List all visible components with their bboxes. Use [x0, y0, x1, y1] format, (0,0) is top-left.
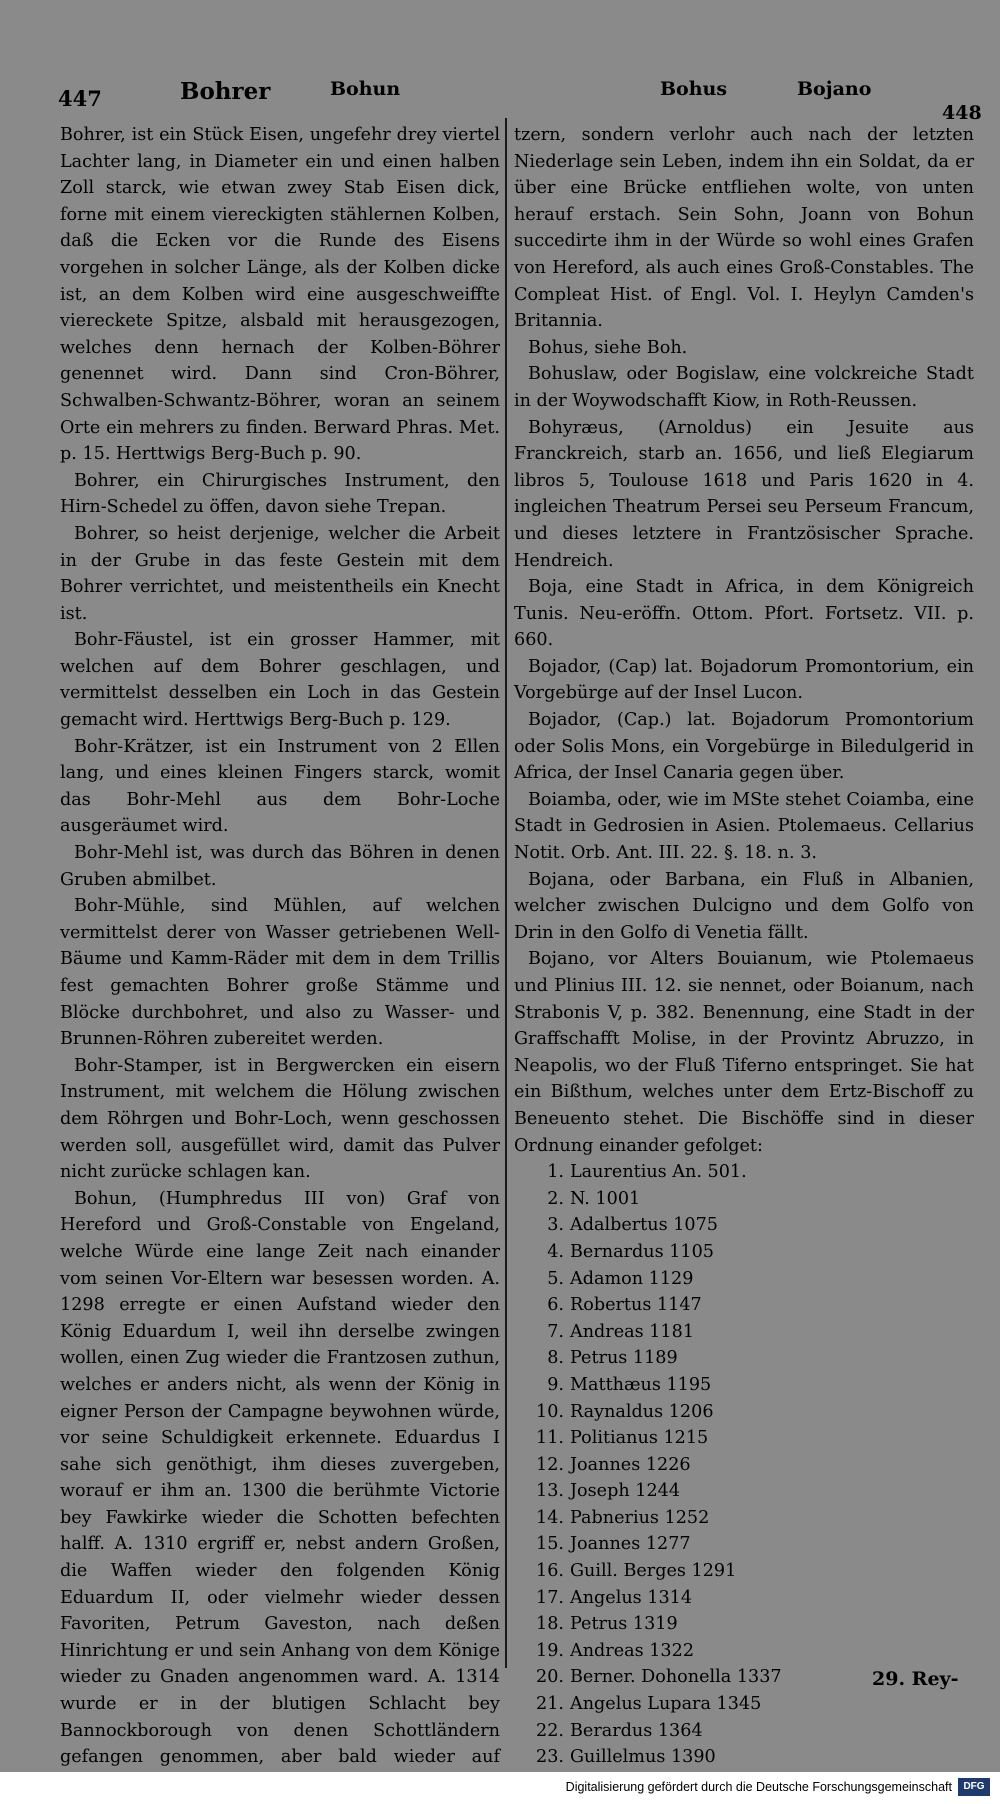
bishop-name: Politianus 1215: [570, 1428, 709, 1449]
bishop-item: [530, 1611, 974, 1638]
bishop-number: 2.: [547, 1188, 564, 1209]
entry-bohus: Bohus, siehe Boh.: [528, 337, 688, 358]
entry-boja: Boja, eine Stadt in Africa, in dem Königreich Tunis. Neu-eröffn. Ottom. Pfort. Fortsetz. VII. p. 660.: [514, 577, 974, 651]
bishop-number: 10.: [536, 1401, 564, 1422]
bishop-item: [530, 1212, 974, 1239]
entry-bohun: Bohun, (Humphredus III von) Graf von Hereford und Groß-Constable von Engeland, welche Würde eine lange Zeit nach einander vom seinen Vor-Eltern war besessen worden. A. 1298 erregte er einen Aufstand wieder den König Eduardum I, weil ihn derselbe zwingen wollen, einen Zug wieder die Frantzosen zuthun, welches er anders nicht, als wenn der König in eigner Person der Campagne beywohnen würde, vor seine Schuldigkeit erkennete. Eduardus I sahe sich genöthigt, ihm dieses zuvergeben, worauf er ihm an. 1300 die berühmte Victorie bey Fawkirke wieder die Schotten befechten halff. A. 1310 ergriff er, nebst andern Großen, die Waffen wieder den folgenden König Eduardum II, oder vielmehr wieder dessen Favoriten, Petrum Gaveston, nach deßen Hinrichtung er und sein Anhang von dem Könige wieder zu Gnaden angenommen ward. A. 1314 wurde er in der blutigen Schlacht bey Bannockborough von denen Schottländern gefangen genommen, aber bald wieder auf: [60, 1188, 500, 1768]
bishop-number: 9.: [547, 1374, 564, 1395]
bishop-item: [530, 1505, 974, 1532]
bishop-number: 16.: [536, 1561, 564, 1582]
bishop-item: [530, 1266, 974, 1293]
bishop-name: Raynaldus 1206: [570, 1401, 714, 1422]
bishop-name: Guillelmus 1390: [570, 1747, 716, 1768]
page-number-left: 447: [58, 86, 102, 111]
page-number-right: 448: [942, 102, 982, 124]
entry-bohuslaw: Bohuslaw, oder Bogislaw, eine volckreiche Stadt in der Woywodschafft Kiow, in Roth-Reussen.: [514, 364, 974, 411]
bishop-name: Matthæus 1195: [570, 1374, 712, 1395]
bishop-name: N. 1001: [570, 1188, 641, 1209]
dfg-logo: DFG: [958, 1778, 990, 1796]
entry-bohrer-3: Bohrer, so heist derjenige, welcher die Arbeit in der Grube in das feste Gestein mit dem Bohrer verrichtet, und meistentheils ein Knecht ist.: [60, 523, 500, 624]
bishop-name: Joannes 1226: [570, 1454, 691, 1475]
bishop-item: [530, 1239, 974, 1266]
funding-note: Digitalisierung gefördert durch die Deutsche Forschungsgemeinschaft: [565, 1780, 952, 1794]
entry-bohr-faeustel: Bohr-Fäustel, ist ein grosser Hammer, mit welchen auf dem Bohrer geschlagen, und vermittelst desselben ein Loch in das Gestein gemacht wird. Herttwigs Berg-Buch p. 129.: [60, 630, 500, 731]
bishop-number: 20.: [536, 1667, 564, 1688]
bishop-number: 15.: [536, 1534, 564, 1555]
bishop-name: Adalbertus 1075: [570, 1215, 718, 1236]
bishop-item: [530, 1425, 974, 1452]
entry-bohr-kraetzer: Bohr-Krätzer, ist ein Instrument von 2 Ellen lang, und eines kleinen Fingers starck, womit das Bohr-Mehl aus dem Bohr-Loche ausgeräumet wird.: [60, 736, 500, 837]
bishop-number: 22.: [536, 1720, 564, 1741]
bishop-item: [530, 1531, 974, 1558]
entry-bojano: Bojano, vor Alters Bouianum, wie Ptolemaeus und Plinius III. 12. sie nennet, oder Boianum, nach Strabonis V, p. 382. Benennung, eine Stadt in der Graffschafft Molise, in der Provintz Abruzzo, in Neapolis, wo der Fluß Tiferno entspringet. Sie hat ein Bißthum, welches unter dem Ertz-Bischoff zu Beneuento stehet. Die Bischöffe sind in dieser Ordnung einander gefolget:: [514, 949, 974, 1156]
bishop-item: [530, 1691, 974, 1718]
bishop-number: 7.: [547, 1321, 564, 1342]
bishop-item: [530, 1744, 974, 1771]
bishop-name: Petrus 1189: [570, 1348, 678, 1369]
bishop-name: Laurentius An. 501.: [570, 1162, 747, 1183]
bishop-number: 23.: [536, 1747, 564, 1768]
right-column: [514, 122, 974, 1768]
bishop-name: Andreas 1181: [570, 1321, 695, 1342]
bishop-name: Guill. Berges 1291: [570, 1561, 737, 1582]
entry-bohr-stamper: Bohr-Stamper, ist in Bergwercken ein eisern Instrument, mit welchem die Hölung zwischen dem Röhrgen und Bohr-Loch, wenn geschossen werden soll, ausgefüllet wird, damit das Pulver nicht zurücke schlagen kan.: [60, 1055, 500, 1183]
bishop-name: Berner. Dohonella 1337: [570, 1667, 782, 1688]
entry-bojador-2: Bojador, (Cap.) lat. Bojadorum Promontorium oder Solis Mons, ein Vorgebürge in Biledulgerid in Africa, der Insel Canaria gegen über.: [514, 710, 974, 784]
bishop-number: 13.: [536, 1481, 564, 1502]
bishop-item: [530, 1558, 974, 1585]
entry-bojana: Bojana, oder Barbana, ein Fluß in Albanien, welcher zwischen Dulcigno und dem Golfo von Drin in den Golfo di Venetia fällt.: [514, 869, 974, 943]
bishop-item: [530, 1319, 974, 1346]
bishop-name: Angelus Lupara 1345: [570, 1694, 762, 1715]
entry-bohrer-1: Bohrer, ist ein Stück Eisen, ungefehr drey viertel Lachter lang, in Diameter ein und einen halben Zoll starck, wie etwan zwey Stab Eisen dick, forne mit einem viereckigten stählernen Kolben, daß die Ecken vor die Runde des Eisens vorgehen in solcher Länge, als der Kolben dicke ist, an dem Kolben wird eine ausgeschweiffte viereckete Spitze, alsbald mit herausgezogen, welches denn hernach der Kolben-Böhrer genennet wird. Dann sind Cron-Böhrer, Schwalben-Schwantz-Böhrer, woran an seinem Orte ein mehrers zu finden. Berward Phras. Met. p. 15. Herttwigs Berg-Buch p. 90.: [60, 125, 500, 465]
bishop-number: 3.: [547, 1215, 564, 1236]
bishop-number: 12.: [536, 1454, 564, 1475]
bishop-name: Adamon 1129: [570, 1268, 694, 1289]
bishop-number: 4.: [547, 1241, 564, 1262]
digitization-footer: [0, 1772, 1000, 1804]
bishop-item: [530, 1478, 974, 1505]
entry-bohrer-2: Bohrer, ein Chirurgisches Instrument, den Hirn-Schedel zu öffen, davon siehe Trepan.: [60, 470, 500, 518]
running-head-right: Bojano: [797, 78, 872, 100]
bishop-item: [530, 1452, 974, 1479]
bishop-item: [530, 1186, 974, 1213]
bishop-name: Andreas 1322: [570, 1640, 695, 1661]
bishop-name: Petrus 1319: [570, 1614, 678, 1635]
bishop-number: 18.: [536, 1614, 564, 1635]
bishop-item: [530, 1399, 974, 1426]
running-head-mid-left: Bohun: [330, 78, 401, 100]
bishop-name: Joannes 1277: [570, 1534, 691, 1555]
entry-bohyraeus: Bohyræus, (Arnoldus) ein Jesuite aus Franckreich, starb an. 1656, und ließ Elegiarum libros 5, Toulouse 1618 und Paris 1620 in 4. ingleichen Theatrum Persei seu Perseum Francum, und dieses letztere in Frantzösischer Sprache. Hendreich.: [514, 417, 974, 571]
bishop-item: [530, 1718, 974, 1745]
bishop-name: Angelus 1314: [570, 1587, 693, 1608]
entry-bohr-mehl: Bohr-Mehl ist, was durch das Böhren in denen Gruben abmilbet.: [60, 843, 500, 890]
column-divider: [505, 118, 507, 1668]
running-head-left: Bohrer: [180, 78, 271, 105]
bishop-item: [530, 1345, 974, 1372]
entry-bohun-continued: tzern, sondern verlohr auch nach der letzten Niederlage sein Leben, indem ihn ein Soldat, da er über eine Brücke entfliehen wolte, von unten herauf erstach. Sein Sohn, Joann von Bohun succedirte ihm in der Würde so wohl eines Grafen von Hereford, als auch eines Groß-Constables. The Compleat Hist. of Engl. Vol. I. Heylyn Camden's Britannia.: [514, 125, 974, 332]
bishop-name: Joseph 1244: [570, 1481, 681, 1502]
entry-bojador-1: Bojador, (Cap) lat. Bojadorum Promontorium, ein Vorgebürge auf der Insel Lucon.: [514, 656, 974, 704]
bishop-item: [530, 1372, 974, 1399]
bishop-number: 5.: [547, 1268, 564, 1289]
left-column: [60, 122, 500, 1768]
bishop-number: 19.: [536, 1640, 564, 1661]
entry-boiamba: Boiamba, oder, wie im MSte stehet Coiamba, eine Stadt in Gedrosien in Asien. Ptolemaeus. Cellarius Notit. Orb. Ant. III. 22. §. 18. n. 3.: [514, 789, 974, 864]
bishop-item: [530, 1292, 974, 1319]
bishop-item: [530, 1638, 974, 1665]
bishop-number: 17.: [536, 1587, 564, 1608]
bishop-number: 21.: [536, 1694, 564, 1715]
bishop-number: 6.: [547, 1295, 564, 1316]
bishop-name: Berardus 1364: [570, 1720, 703, 1741]
catchword: 29. Rey-: [872, 1668, 959, 1690]
bishop-number: 1.: [547, 1162, 564, 1183]
entry-bohr-muehle: Bohr-Mühle, sind Mühlen, auf welchen vermittelst derer von Wasser getriebenen Well-Bäume und Kamm-Räder mit dem in dem Trillis fest gemachten Bohrer große Stämme und Blöcke durchbohret, und also zu Wasser- und Brunnen-Röhren zubereitet werden.: [60, 896, 500, 1050]
bishop-item: [530, 1585, 974, 1612]
bishop-number: 14.: [536, 1507, 564, 1528]
bishop-name: Robertus 1147: [570, 1295, 702, 1316]
running-head-mid-right: Bohus: [660, 78, 728, 100]
bishop-number: 8.: [547, 1348, 564, 1369]
bishop-name: Bernardus 1105: [570, 1241, 714, 1262]
bishop-item: [530, 1159, 974, 1186]
bishop-number: 11.: [536, 1428, 564, 1449]
bishop-name: Pabnerius 1252: [570, 1507, 710, 1528]
